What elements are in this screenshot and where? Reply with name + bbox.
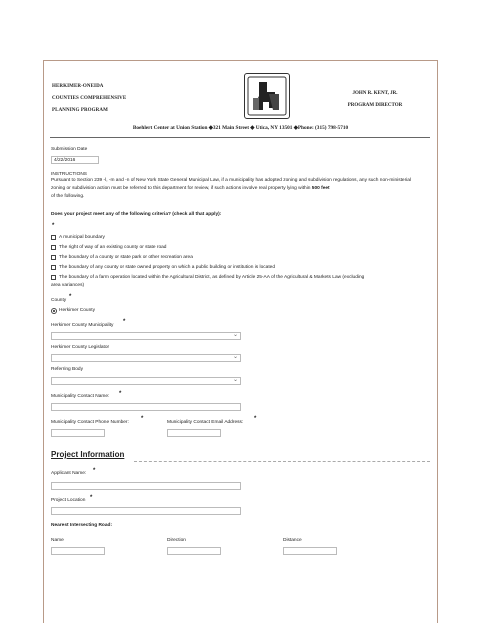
criteria-option-3: The boundary of a county or state park or other recreation area <box>59 255 193 260</box>
road-distance-input[interactable] <box>283 547 337 555</box>
contact-email-input[interactable] <box>167 429 221 437</box>
criteria-option-4: The boundary of any county or state owned property on which a public building or institution is located <box>59 265 275 270</box>
municipality-required-mark: * <box>123 319 126 325</box>
county-label: County <box>51 298 67 303</box>
referring-body-label: Referring Body <box>51 367 83 372</box>
criteria-question: Does your project meet any of the following criteria? (check all that apply): <box>51 212 222 217</box>
contact-name-label: Municipality Contact Name: <box>51 394 110 399</box>
director-name: JOHN R. KENT, JR. <box>352 91 398 96</box>
director-block <box>340 88 410 112</box>
org-line-3: PLANNING PROGRAM <box>52 108 108 113</box>
contact-name-input[interactable] <box>51 403 241 411</box>
instructions-text-c: of the following. <box>51 194 85 199</box>
contact-email-required-mark: * <box>254 416 257 422</box>
section-divider <box>134 461 430 462</box>
project-section-title: Project Information <box>51 450 125 459</box>
criteria-option-1: A municipal boundary <box>59 235 105 240</box>
contact-phone-required-mark: * <box>141 416 144 422</box>
instructions-text-a: Pursuant to Section 239 -l, -m and -n of New York State General Municipal Law, if a municipality has adopted zoning and subdivision regulations, any <box>51 178 367 183</box>
county-option-herkimer: Herkimer County <box>59 308 95 313</box>
instructions-text-b: such non-ministerial zoning or subdivision action must be referred to this department for review, if such actions involve real property lying within <box>51 178 411 191</box>
road-direction-input[interactable] <box>167 547 221 555</box>
org-line-2: COUNTIES COMPREHENSIVE <box>52 96 127 101</box>
criteria-option-5: The boundary of a farm operation located within the Agricultural District, as defined by Article 25-AA of the Agricultural & Markets Law (excluding <box>59 275 365 280</box>
legislator-select[interactable] <box>51 354 241 362</box>
criteria-checkbox-4[interactable] <box>51 265 56 270</box>
instructions-heading: INSTRUCTIONS <box>51 172 87 177</box>
org-line-1: HERKIMER-ONEIDA <box>52 84 104 89</box>
project-location-required-mark: * <box>90 495 93 501</box>
contact-name-required-mark: * <box>119 391 122 397</box>
contact-email-label: Municipality Contact Email Address: <box>167 420 244 425</box>
road-distance-label: Distance <box>283 538 302 543</box>
referring-body-select[interactable] <box>51 377 241 385</box>
county-required-mark: * <box>69 294 72 300</box>
criteria-required-mark: * <box>52 223 55 229</box>
address-line: Boehlert Center at Union Station ◆321 Main Street ◆ Utica, NY 13501 ◆Phone: (315) 798-5710 <box>132 125 349 131</box>
director-title: PROGRAM DIRECTOR <box>347 103 403 108</box>
criteria-option-2: The right of way of an existing county or state road <box>59 245 167 250</box>
applicant-input[interactable] <box>51 482 241 490</box>
project-location-label: Project Location <box>51 498 86 503</box>
submission-date-label: Submission Date <box>51 147 88 152</box>
municipality-label: Herkimer County Municipality <box>51 323 114 328</box>
criteria-checkbox-2[interactable] <box>51 245 56 250</box>
legislator-label: Herkimer County Legislator <box>51 345 110 350</box>
road-direction-label: Direction <box>167 538 186 543</box>
form-page <box>43 60 438 623</box>
municipality-select[interactable] <box>51 332 241 340</box>
org-name <box>52 81 126 117</box>
applicant-required-mark: * <box>93 468 96 474</box>
criteria-option-5-cont: area variances) <box>51 283 85 288</box>
criteria-checkbox-3[interactable] <box>51 255 56 260</box>
intersecting-road-heading: Nearest Intersecting Road: <box>51 523 113 528</box>
header-divider <box>50 137 430 138</box>
project-location-input[interactable] <box>51 507 241 515</box>
contact-phone-label: Municipality Contact Phone Number: <box>51 420 129 425</box>
criteria-checkbox-5[interactable] <box>51 275 56 280</box>
road-name-label: Name <box>51 538 64 543</box>
criteria-checkbox-1[interactable] <box>51 235 56 240</box>
county-radio-herkimer[interactable] <box>51 308 57 314</box>
agency-logo-icon <box>244 73 290 119</box>
applicant-label: Applicant Name: <box>51 471 87 476</box>
contact-phone-input[interactable] <box>51 429 105 437</box>
road-name-input[interactable] <box>51 547 105 555</box>
instructions-text-bold: 500 feet <box>311 186 330 191</box>
submission-date-field[interactable]: 4/22/2016 <box>51 156 99 164</box>
instructions-text <box>51 177 426 201</box>
